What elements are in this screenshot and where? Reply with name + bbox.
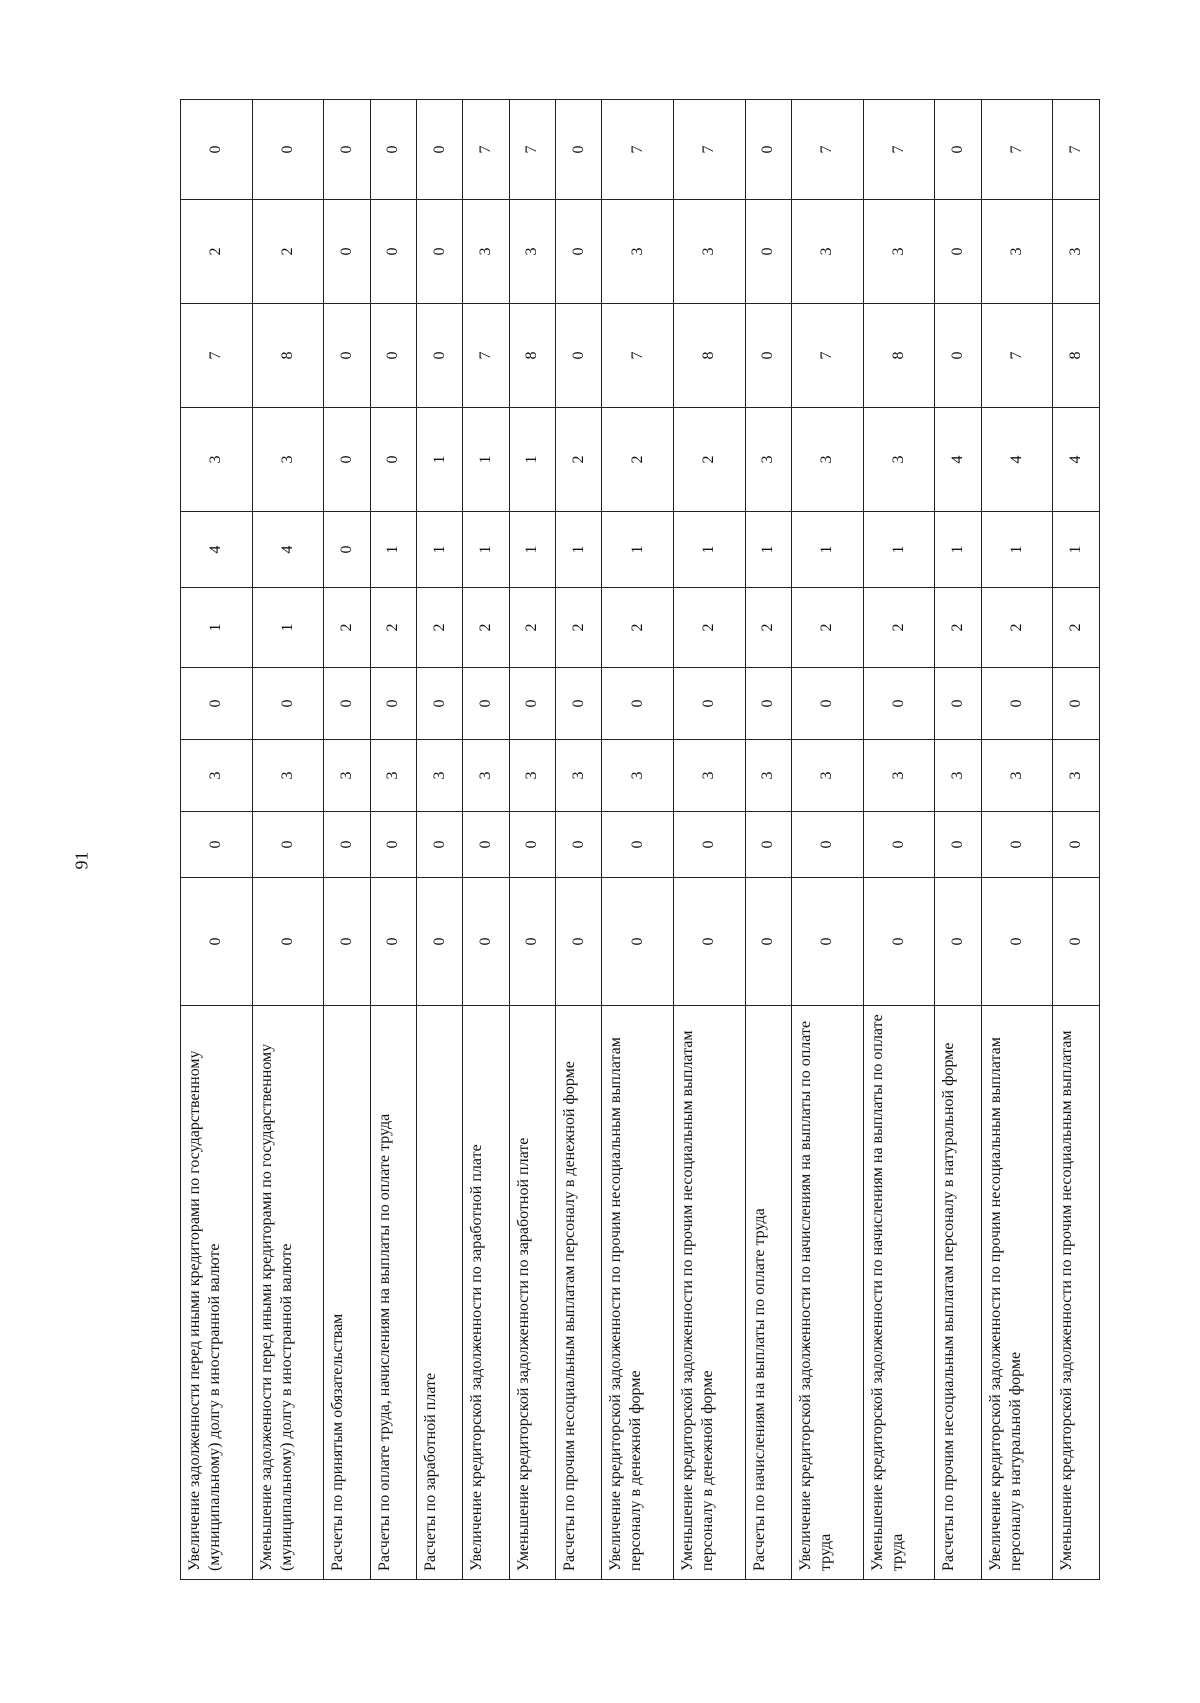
code-cell: 3 xyxy=(602,740,674,812)
code-cell: 0 xyxy=(935,812,981,878)
code-cell: 0 xyxy=(370,812,416,878)
row-name: Уменьшение кредиторской задолженности по прочим несоциальным выплатам xyxy=(1053,1006,1100,1580)
code-cell: 0 xyxy=(417,812,463,878)
table-row xyxy=(181,100,253,1580)
code-cell: 1 xyxy=(370,512,416,588)
code-cell: 0 xyxy=(370,408,416,512)
code-cell: 0 xyxy=(370,668,416,740)
code-cell: 3 xyxy=(509,740,555,812)
code-cell: 0 xyxy=(417,200,463,304)
code-cell: 0 xyxy=(935,100,981,200)
table-row xyxy=(745,100,791,1580)
code-cell: 0 xyxy=(745,304,791,408)
code-cell: 2 xyxy=(674,408,746,512)
code-cell: 7 xyxy=(981,304,1053,408)
code-cell: 0 xyxy=(181,100,253,200)
code-cell: 0 xyxy=(935,668,981,740)
code-cell: 3 xyxy=(1053,200,1100,304)
code-cell: 8 xyxy=(863,304,935,408)
code-cell: 0 xyxy=(324,304,370,408)
code-cell: 2 xyxy=(863,588,935,668)
code-cell: 1 xyxy=(509,512,555,588)
code-cell: 0 xyxy=(370,878,416,1006)
code-cell: 1 xyxy=(181,588,253,668)
code-cell: 0 xyxy=(324,512,370,588)
code-cell: 1 xyxy=(463,512,509,588)
code-cell: 4 xyxy=(981,408,1053,512)
row-name: Уменьшение кредиторской задолженности по заработной плате xyxy=(509,1006,555,1580)
code-cell: 3 xyxy=(792,408,864,512)
code-cell: 7 xyxy=(674,100,746,200)
code-cell: 7 xyxy=(463,304,509,408)
code-cell: 2 xyxy=(417,588,463,668)
code-cell: 3 xyxy=(674,200,746,304)
table-row xyxy=(863,100,935,1580)
table-row xyxy=(602,100,674,1580)
code-cell: 4 xyxy=(1053,408,1100,512)
code-cell: 3 xyxy=(463,740,509,812)
code-cell: 3 xyxy=(370,740,416,812)
code-cell: 0 xyxy=(417,668,463,740)
code-cell: 0 xyxy=(252,878,324,1006)
code-cell: 0 xyxy=(324,668,370,740)
code-cell: 0 xyxy=(417,878,463,1006)
code-cell: 0 xyxy=(417,304,463,408)
code-cell: 2 xyxy=(556,588,602,668)
code-cell: 0 xyxy=(509,878,555,1006)
table-row xyxy=(556,100,602,1580)
table-row xyxy=(417,100,463,1580)
code-cell: 2 xyxy=(370,588,416,668)
row-name: Расчеты по прочим несоциальным выплатам персоналу в натуральной форме xyxy=(935,1006,981,1580)
code-cell: 7 xyxy=(602,100,674,200)
code-cell: 7 xyxy=(463,100,509,200)
row-name: Увеличение кредиторской задолженности по прочим несоциальным выплатам персоналу в денежной форме xyxy=(602,1006,674,1580)
code-cell: 1 xyxy=(463,408,509,512)
code-cell: 2 xyxy=(745,588,791,668)
code-cell: 0 xyxy=(324,812,370,878)
code-cell: 0 xyxy=(935,304,981,408)
code-cell: 3 xyxy=(981,200,1053,304)
row-name: Уменьшение задолженности перед иными кредиторами по государственному (муниципальному) долгу в иностранной валюте xyxy=(252,1006,324,1580)
code-cell: 0 xyxy=(602,878,674,1006)
code-cell: 0 xyxy=(792,812,864,878)
code-cell: 0 xyxy=(324,100,370,200)
code-cell: 2 xyxy=(463,588,509,668)
code-cell: 7 xyxy=(792,304,864,408)
code-cell: 2 xyxy=(602,588,674,668)
code-cell: 0 xyxy=(463,668,509,740)
code-cell: 7 xyxy=(1053,100,1100,200)
code-cell: 8 xyxy=(1053,304,1100,408)
code-cell: 3 xyxy=(863,408,935,512)
code-cell: 0 xyxy=(556,668,602,740)
code-cell: 4 xyxy=(252,512,324,588)
code-cell: 0 xyxy=(792,668,864,740)
code-cell: 2 xyxy=(556,408,602,512)
code-cell: 1 xyxy=(252,588,324,668)
code-cell: 8 xyxy=(674,304,746,408)
code-cell: 3 xyxy=(509,200,555,304)
code-cell: 4 xyxy=(181,512,253,588)
code-cell: 0 xyxy=(935,878,981,1006)
table-row xyxy=(252,100,324,1580)
code-cell: 3 xyxy=(935,740,981,812)
table-row xyxy=(370,100,416,1580)
code-cell: 0 xyxy=(556,200,602,304)
code-cell: 1 xyxy=(1053,512,1100,588)
code-cell: 8 xyxy=(252,304,324,408)
code-cell: 0 xyxy=(252,812,324,878)
code-cell: 3 xyxy=(745,408,791,512)
code-cell: 0 xyxy=(745,200,791,304)
code-cell: 0 xyxy=(602,812,674,878)
code-cell: 3 xyxy=(181,408,253,512)
code-cell: 0 xyxy=(745,878,791,1006)
code-cell: 0 xyxy=(252,100,324,200)
code-cell: 0 xyxy=(863,878,935,1006)
rotated-table-wrapper xyxy=(180,100,1100,1580)
code-cell: 3 xyxy=(674,740,746,812)
table-row xyxy=(935,100,981,1580)
code-cell: 0 xyxy=(181,812,253,878)
code-cell: 0 xyxy=(252,668,324,740)
table-row xyxy=(792,100,864,1580)
code-cell: 0 xyxy=(863,812,935,878)
code-cell: 3 xyxy=(863,740,935,812)
table-row xyxy=(509,100,555,1580)
table-row xyxy=(981,100,1053,1580)
code-cell: 0 xyxy=(181,668,253,740)
code-cell: 0 xyxy=(863,668,935,740)
row-name: Увеличение кредиторской задолженности по начислениям на выплаты по оплате труда xyxy=(792,1006,864,1580)
code-cell: 0 xyxy=(935,200,981,304)
code-cell: 2 xyxy=(324,588,370,668)
code-cell: 3 xyxy=(463,200,509,304)
code-cell: 1 xyxy=(602,512,674,588)
code-cell: 7 xyxy=(181,304,253,408)
code-cell: 1 xyxy=(417,512,463,588)
code-cell: 0 xyxy=(370,304,416,408)
table-row xyxy=(463,100,509,1580)
row-name: Расчеты по прочим несоциальным выплатам персоналу в денежной форме xyxy=(556,1006,602,1580)
code-cell: 3 xyxy=(981,740,1053,812)
code-cell: 0 xyxy=(509,812,555,878)
code-cell: 0 xyxy=(981,878,1053,1006)
code-cell: 1 xyxy=(556,512,602,588)
code-cell: 7 xyxy=(509,100,555,200)
code-cell: 0 xyxy=(463,878,509,1006)
code-cell: 1 xyxy=(792,512,864,588)
code-cell: 4 xyxy=(935,408,981,512)
code-cell: 0 xyxy=(602,668,674,740)
code-cell: 0 xyxy=(981,812,1053,878)
code-cell: 7 xyxy=(792,100,864,200)
code-cell: 0 xyxy=(370,100,416,200)
code-cell: 1 xyxy=(509,408,555,512)
row-name: Увеличение кредиторской задолженности по прочим несоциальным выплатам персоналу в натуральной форме xyxy=(981,1006,1053,1580)
code-cell: 0 xyxy=(556,878,602,1006)
code-cell: 2 xyxy=(792,588,864,668)
code-cell: 7 xyxy=(981,100,1053,200)
code-cell: 1 xyxy=(863,512,935,588)
code-cell: 0 xyxy=(745,100,791,200)
code-cell: 2 xyxy=(602,408,674,512)
code-cell: 2 xyxy=(181,200,253,304)
code-cell: 3 xyxy=(863,200,935,304)
code-cell: 0 xyxy=(745,668,791,740)
code-cell: 0 xyxy=(745,812,791,878)
code-cell: 3 xyxy=(324,740,370,812)
code-cell: 2 xyxy=(674,588,746,668)
code-cell: 3 xyxy=(602,200,674,304)
code-cell: 0 xyxy=(556,100,602,200)
code-cell: 0 xyxy=(1053,812,1100,878)
accounts-table xyxy=(180,99,1100,1580)
row-name: Расчеты по оплате труда, начислениям на выплаты по оплате труда xyxy=(370,1006,416,1580)
code-cell: 2 xyxy=(935,588,981,668)
row-name: Увеличение задолженности перед иными кредиторами по государственному (муниципальному) долгу в иностранной валюте xyxy=(181,1006,253,1580)
code-cell: 3 xyxy=(252,740,324,812)
code-cell: 1 xyxy=(417,408,463,512)
code-cell: 3 xyxy=(417,740,463,812)
table-row xyxy=(324,100,370,1580)
code-cell: 0 xyxy=(463,812,509,878)
code-cell: 0 xyxy=(324,200,370,304)
code-cell: 0 xyxy=(674,668,746,740)
code-cell: 8 xyxy=(509,304,555,408)
code-cell: 0 xyxy=(324,408,370,512)
code-cell: 7 xyxy=(602,304,674,408)
code-cell: 3 xyxy=(556,740,602,812)
code-cell: 2 xyxy=(981,588,1053,668)
code-cell: 0 xyxy=(981,668,1053,740)
row-name: Расчеты по заработной плате xyxy=(417,1006,463,1580)
code-cell: 7 xyxy=(863,100,935,200)
code-cell: 0 xyxy=(509,668,555,740)
row-name: Уменьшение кредиторской задолженности по прочим несоциальным выплатам персоналу в денежной форме xyxy=(674,1006,746,1580)
code-cell: 1 xyxy=(981,512,1053,588)
code-cell: 0 xyxy=(556,304,602,408)
code-cell: 0 xyxy=(674,878,746,1006)
code-cell: 1 xyxy=(674,512,746,588)
code-cell: 0 xyxy=(181,878,253,1006)
code-cell: 0 xyxy=(417,100,463,200)
table-row xyxy=(1053,100,1100,1580)
code-cell: 3 xyxy=(181,740,253,812)
code-cell: 0 xyxy=(324,878,370,1006)
code-cell: 0 xyxy=(1053,668,1100,740)
code-cell: 3 xyxy=(792,200,864,304)
code-cell: 3 xyxy=(252,408,324,512)
row-name: Расчеты по начислениям на выплаты по оплате труда xyxy=(745,1006,791,1580)
code-cell: 3 xyxy=(1053,740,1100,812)
row-name: Уменьшение кредиторской задолженности по начислениям на выплаты по оплате труда xyxy=(863,1006,935,1580)
code-cell: 2 xyxy=(1053,588,1100,668)
code-cell: 0 xyxy=(370,200,416,304)
code-cell: 0 xyxy=(1053,878,1100,1006)
code-cell: 1 xyxy=(745,512,791,588)
code-cell: 0 xyxy=(556,812,602,878)
code-cell: 0 xyxy=(792,878,864,1006)
row-name: Расчеты по принятым обязательствам xyxy=(324,1006,370,1580)
code-cell: 1 xyxy=(935,512,981,588)
code-cell: 2 xyxy=(509,588,555,668)
code-cell: 3 xyxy=(745,740,791,812)
table-row xyxy=(674,100,746,1580)
code-cell: 3 xyxy=(792,740,864,812)
row-name: Увеличение кредиторской задолженности по заработной плате xyxy=(463,1006,509,1580)
page-number: 91 xyxy=(71,851,92,870)
code-cell: 2 xyxy=(252,200,324,304)
code-cell: 0 xyxy=(674,812,746,878)
